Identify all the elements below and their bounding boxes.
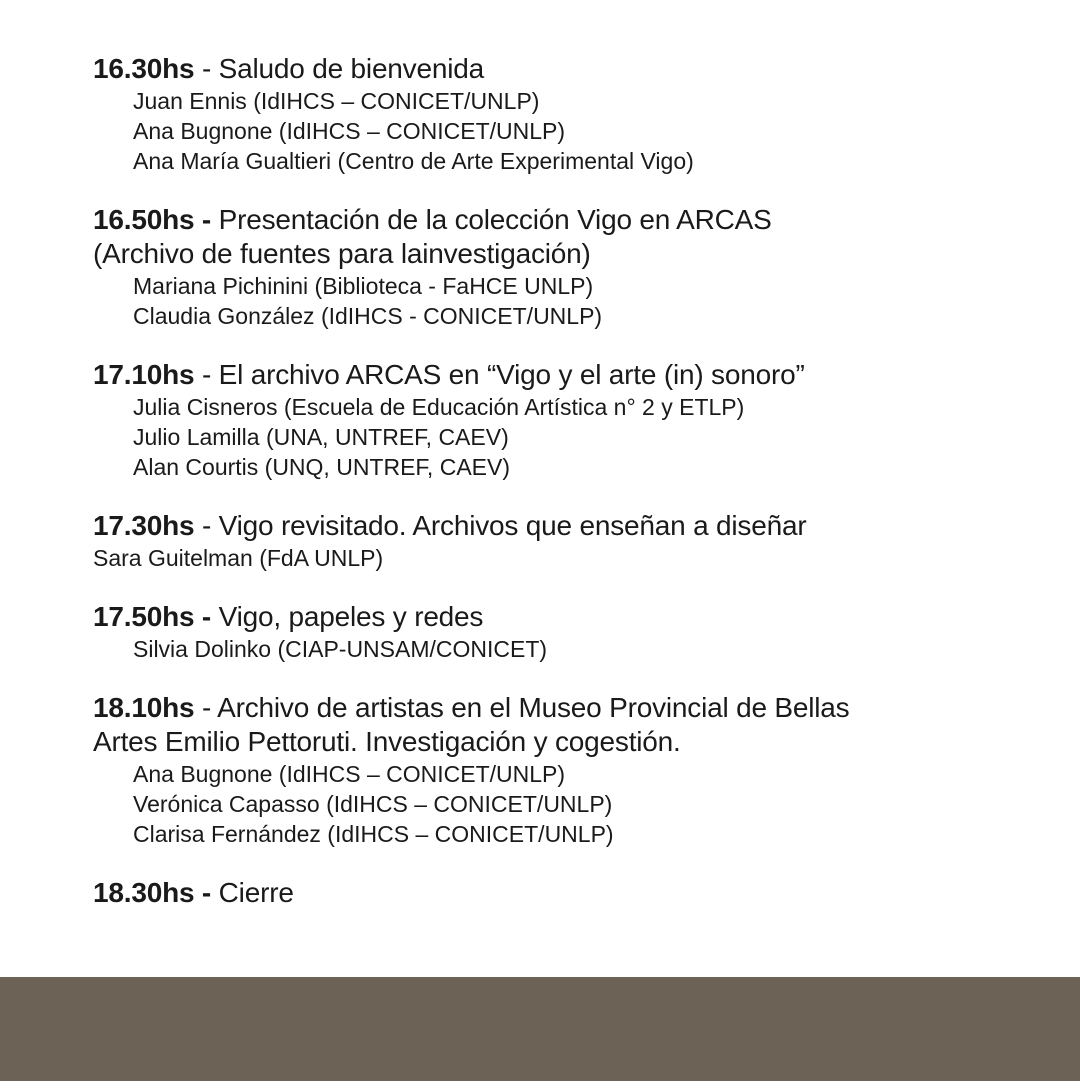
session-time: 18.10hs [93,692,195,723]
session-heading [93,358,1013,392]
session-time: 16.50hs - [93,204,212,235]
session-title-line: Cierre [218,877,294,908]
session-time: 17.30hs [93,510,195,541]
speaker-line: Ana María Gualtieri (Centro de Arte Experimental Vigo) [133,148,694,174]
session-title-line: - Saludo de bienvenida [201,53,484,84]
session-title-line: - El archivo ARCAS en “Vigo y el arte (in) sonoro” [201,359,805,390]
session-title-line: - Vigo revisitado. Archivos que enseñan a diseñar [201,510,807,541]
session-title-line: - Archivo de artistas en el Museo Provincial de Bellas [201,692,850,723]
speaker-line: Verónica Capasso (IdIHCS – CONICET/UNLP) [133,791,613,817]
footer-band [0,977,1080,1081]
session-time: 16.30hs [93,53,195,84]
speaker-line: Julia Cisneros (Escuela de Educación Artística n° 2 y ETLP) [133,394,745,420]
session-1810 [93,691,1013,849]
speaker-line: Juan Ennis (IdIHCS – CONICET/UNLP) [133,88,540,114]
session-time: 18.30hs - [93,877,212,908]
session-1630 [93,52,1013,176]
session-title-line: Artes Emilio Pettoruti. Investigación y cogestión. [93,726,681,757]
speaker-line: Ana Bugnone (IdIHCS – CONICET/UNLP) [133,118,566,144]
speaker-line: Alan Courtis (UNQ, UNTREF, CAEV) [133,454,511,480]
speaker-line: Claudia González (IdIHCS - CONICET/UNLP) [133,303,603,329]
speaker-line: Ana Bugnone (IdIHCS – CONICET/UNLP) [133,761,566,787]
session-heading [93,52,1013,86]
schedule-list [93,52,1013,937]
session-heading [93,203,1013,237]
session-title-line: Vigo, papeles y redes [218,601,484,632]
session-1750 [93,600,1013,664]
speaker-line: Julio Lamilla (UNA, UNTREF, CAEV) [133,424,509,450]
session-1650 [93,203,1013,331]
speaker-line: Mariana Pichinini (Biblioteca - FaHCE UNLP) [133,273,594,299]
session-title-line: (Archivo de fuentes para lainvestigación) [93,238,591,269]
speaker-line: Clarisa Fernández (IdIHCS – CONICET/UNLP) [133,821,614,847]
session-1730 [93,509,1013,573]
session-heading [93,509,1013,543]
session-1710 [93,358,1013,482]
session-heading [93,600,1013,634]
session-time: 17.50hs - [93,601,212,632]
session-heading [93,876,1013,910]
speaker-line: Sara Guitelman (FdA UNLP) [93,545,384,571]
session-time: 17.10hs [93,359,195,390]
session-heading [93,691,1013,725]
session-title-line: Presentación de la colección Vigo en ARCAS [218,204,772,235]
speaker-line: Silvia Dolinko (CIAP-UNSAM/CONICET) [133,636,548,662]
session-1830 [93,876,1013,910]
